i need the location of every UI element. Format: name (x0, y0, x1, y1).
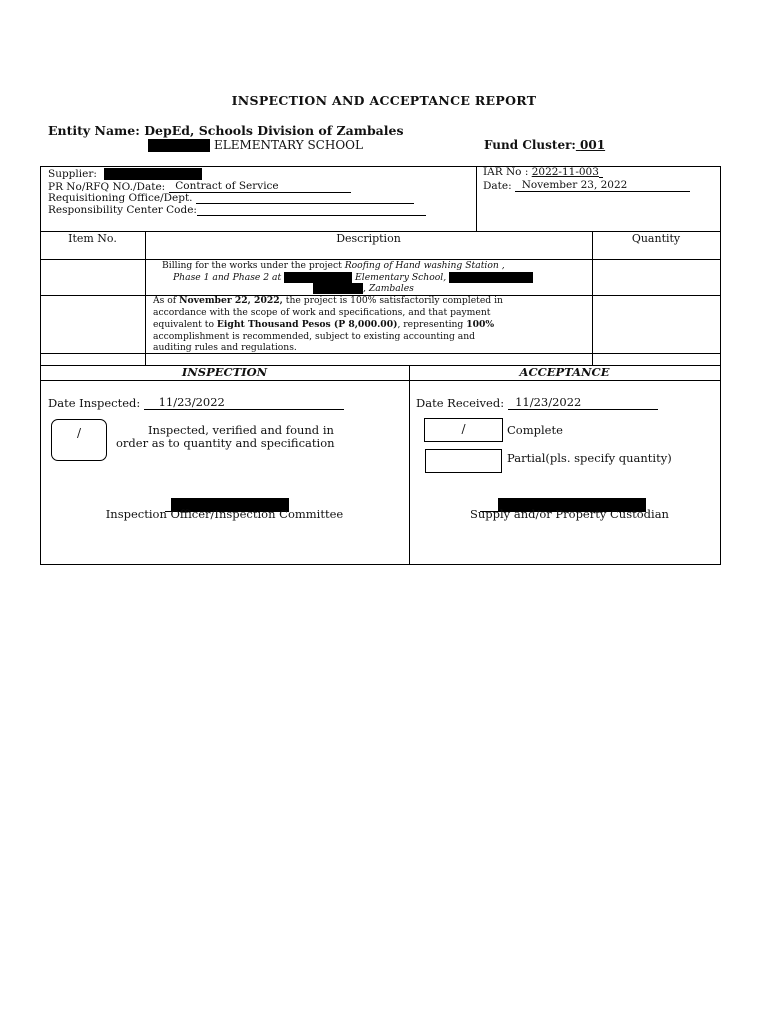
complete-checkbox[interactable] (424, 418, 503, 442)
inspected-checkbox[interactable] (51, 419, 107, 461)
redaction-bar (148, 139, 210, 152)
req-office-label: Requisitioning Office/Dept. (48, 192, 193, 204)
entity-label: Entity Name: (48, 123, 140, 138)
req-office-field (48, 192, 414, 204)
date-inspected-value: 11/23/2022 (158, 395, 225, 409)
row2-line1: As of November 22, 2022, the project is 100% satisfactorily completed in (153, 295, 503, 306)
report-title: INSPECTION AND ACCEPTANCE REPORT (231, 93, 537, 108)
pr-value: Contract of Service (175, 180, 279, 192)
iar-value: 2022-11-003 (531, 166, 599, 178)
date-value-line (515, 179, 690, 192)
row2-line2: accordance with the scope of work and specifications, and that payment (153, 307, 491, 318)
col-quantity-header: Quantity (631, 232, 681, 245)
resp-center-line (197, 204, 426, 216)
resp-center-field (48, 204, 426, 216)
acceptance-header: ACCEPTANCE (519, 365, 610, 379)
inspection-text-1: Inspected, verified and found in (148, 423, 334, 437)
fund-cluster-label: Fund Cluster: (484, 138, 576, 152)
school-name: ELEMENTARY SCHOOL (214, 138, 363, 152)
row1-line2: Phase 1 and Phase 2 at Elementary School, (173, 272, 533, 284)
complete-label: Complete (507, 423, 563, 437)
redaction-bar (284, 272, 352, 283)
req-office-line (196, 192, 414, 204)
row2-line4: accomplishment is recommended, subject to existing accounting and (153, 331, 476, 342)
row1-line1: Billing for the works under the project Roofing of Hand washing Station , (162, 260, 505, 271)
iar-field (483, 166, 603, 178)
date-received-line (508, 395, 658, 410)
date-inspected-label: Date Inspected: (48, 396, 141, 410)
date-value: November 23, 2022 (521, 179, 628, 191)
date-inspected-line (144, 395, 344, 410)
inspector-title: Inspection Officer/Inspection Committee (105, 507, 344, 521)
supplier-label: Supplier: (48, 168, 97, 180)
entity-name (48, 123, 404, 138)
redaction-bar (449, 272, 533, 283)
inspection-header: INSPECTION (181, 365, 268, 379)
row2-line5: auditing rules and regulations. (153, 342, 297, 353)
date-inspected-field (48, 395, 344, 410)
col-item-header: Item No. (68, 232, 117, 245)
date-label: Date: (483, 180, 512, 192)
row2-line3: equivalent to Eight Thousand Pesos (P 8,000.00), representing 100% (153, 319, 495, 330)
date-field (483, 179, 690, 192)
col-description-header: Description (336, 232, 401, 245)
date-received-label: Date Received: (416, 396, 505, 410)
pr-label: PR No/RFQ NO./Date: (48, 181, 166, 193)
resp-center-label: Responsibility Center Code: (48, 204, 197, 216)
school-line (148, 138, 363, 152)
date-received-value: 11/23/2022 (515, 395, 582, 409)
partial-label: Partial(pls. specify quantity) (507, 451, 672, 465)
inspection-text-2: order as to quantity and specification (116, 436, 335, 450)
fund-cluster-value: 001 (580, 138, 606, 152)
entity-value: DepEd, Schools Division of Zambales (144, 123, 404, 138)
redaction-bar (313, 283, 363, 294)
custodian-title: Supply and/or Property Custodian (470, 507, 669, 521)
fund-cluster (484, 138, 605, 152)
supplier-field (48, 168, 202, 180)
complete-check-mark: / (461, 422, 466, 436)
partial-checkbox[interactable] (425, 449, 502, 473)
row1-line3: , Zambales (313, 283, 414, 295)
check-mark: / (76, 426, 82, 440)
redaction-bar (104, 168, 202, 180)
iar-label: IAR No : (483, 166, 529, 178)
date-received-field (416, 395, 658, 410)
